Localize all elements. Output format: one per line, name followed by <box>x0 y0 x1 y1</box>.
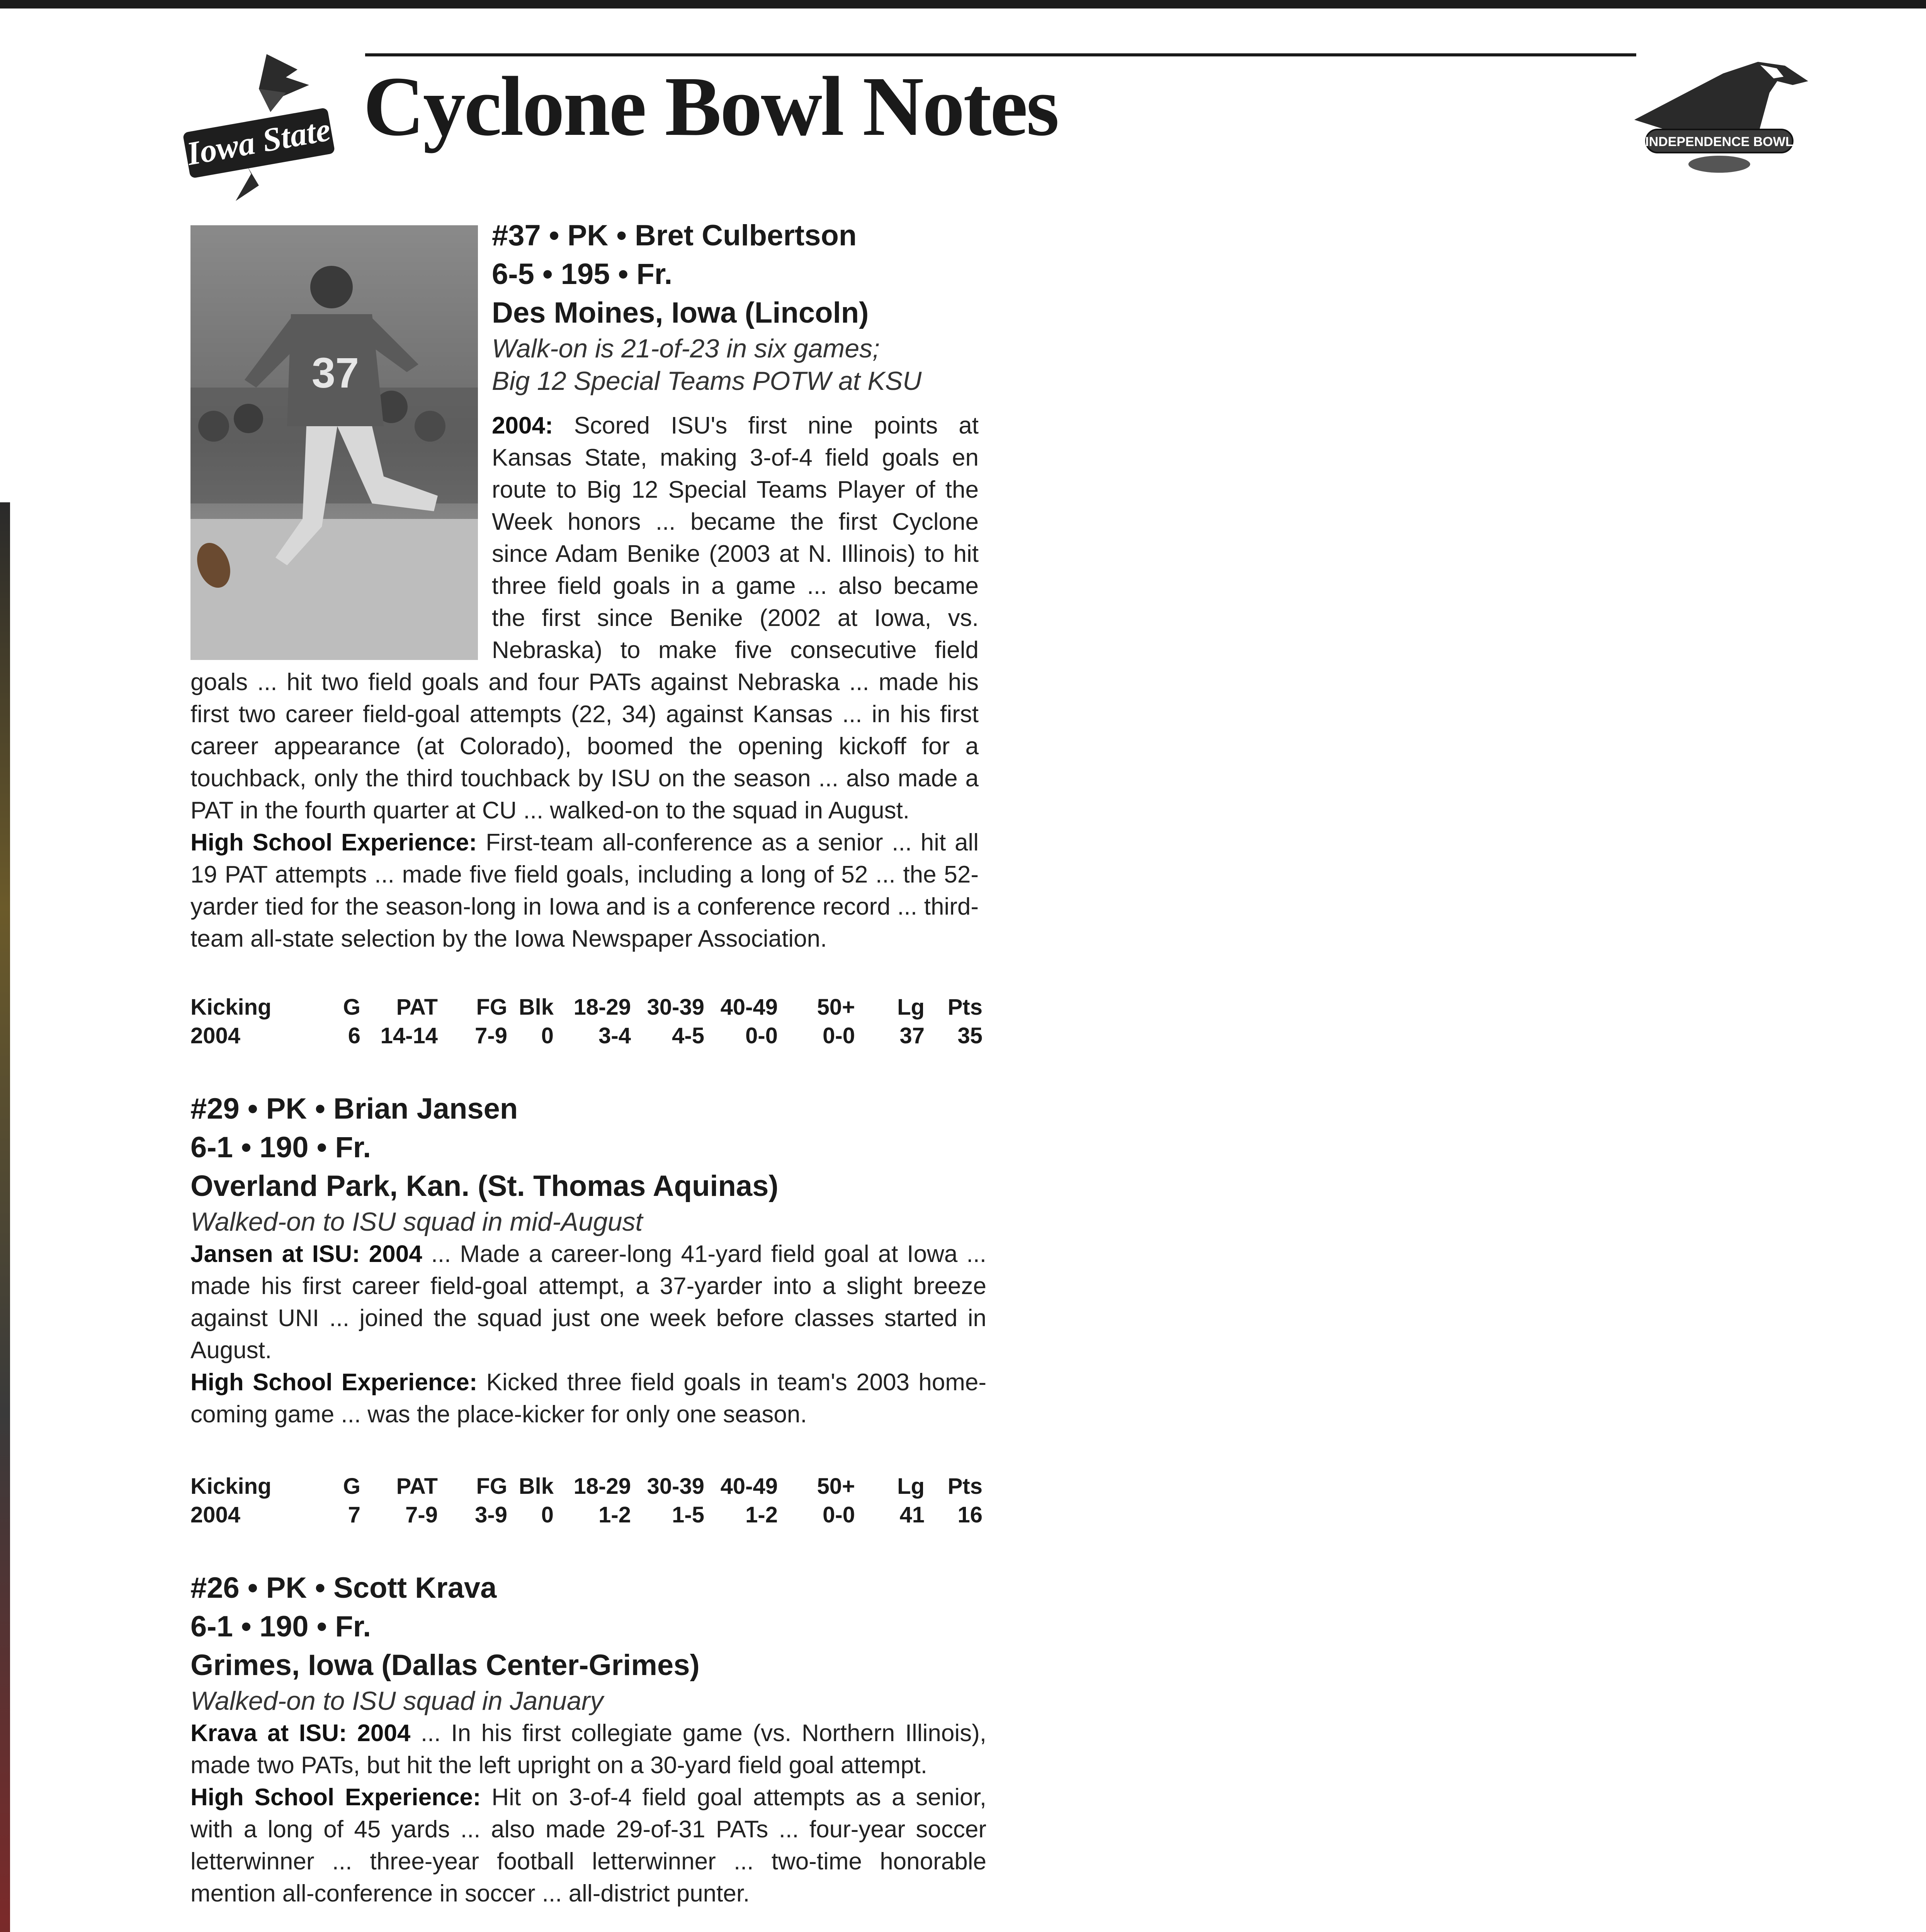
bio-text: ... Made a career-long 41-yard field goal at Iowa ... made his first career field-goal attempt, a 37-yarder into a slight breeze against UNI ... joined the squad just one week before classes started in August. <box>190 1241 986 1364</box>
high-school-text: First-team all-conference as a senior ... hit all 19 PAT attempts ... made five field goals, including a long of 52 ... the 52-yarder tied for the season-long in Iowa and is a conference record ... third-team all-state selection by the Iowa Newspaper Association. <box>190 829 979 952</box>
stats-cell: 6 <box>348 1023 360 1048</box>
stats-cell: 7-9 <box>405 1502 438 1527</box>
independence-bowl-logo <box>1630 58 1812 174</box>
player-jansen <box>190 1090 986 1430</box>
stats-col-kicking: Kicking <box>190 1474 272 1499</box>
player-note: Walked-on to ISU squad in mid-August <box>190 1207 643 1236</box>
bio-label: 2004: <box>492 412 553 439</box>
bio-text: ... In his first collegiate game (vs. Northern Illinois), made two PATs, but hit the left upright on a 30-yard field goal attempt. <box>190 1720 986 1779</box>
stats-cell: 1-5 <box>672 1502 704 1527</box>
stats-col-18-29: 18-29 <box>573 995 631 1020</box>
high-school-label: High School Experience: <box>190 829 477 856</box>
stats-col-30-39: 30-39 <box>647 995 704 1020</box>
stats-col-40-49: 40-49 <box>720 995 778 1020</box>
stats-cell: 7 <box>348 1502 360 1527</box>
bio-label: Jansen at ISU: 2004 <box>190 1241 422 1267</box>
stats-col-pts: Pts <box>947 995 983 1020</box>
player-culbertson-bio <box>190 410 979 955</box>
page-title: Cyclone Bowl Notes <box>363 59 1058 153</box>
player-height-weight-class: 6-1 • 190 • Fr. <box>190 1610 371 1643</box>
stats-col-lg: Lg <box>897 1474 925 1499</box>
player-krava <box>190 1569 986 1910</box>
stats-cell: 37 <box>899 1023 925 1048</box>
stats-col-fg: FG <box>476 1474 507 1499</box>
stats-col-blk: Blk <box>518 1474 554 1499</box>
player-culbertson-header <box>492 216 986 397</box>
stats-cell: 0-0 <box>823 1502 855 1527</box>
high-school-paragraph <box>190 1366 986 1430</box>
player-note: Walked-on to ISU squad in January <box>190 1686 603 1716</box>
stats-data-row <box>190 1501 983 1529</box>
stats-cell: 1-2 <box>745 1502 778 1527</box>
page-edge-strip <box>0 502 10 1932</box>
high-school-label: High School Experience: <box>190 1784 481 1811</box>
stats-col-40-49: 40-49 <box>720 1474 778 1499</box>
stats-cell: 0-0 <box>745 1023 778 1048</box>
stats-cell: 14-14 <box>380 1023 438 1048</box>
svg-text:Iowa State: Iowa State <box>184 111 333 172</box>
stats-col-50plus: 50+ <box>817 995 855 1020</box>
player-note: Big 12 Special Teams POTW at KSU <box>492 366 922 396</box>
stats-col-30-39: 30-39 <box>647 1474 704 1499</box>
stats-col-fg: FG <box>476 995 507 1020</box>
stats-cell: 4-5 <box>672 1023 704 1048</box>
player-number-position-name: #37 • PK • Bret Culbertson <box>492 219 857 252</box>
stats-col-g: G <box>343 1474 360 1499</box>
stats-cell: 35 <box>957 1023 983 1048</box>
bio-paragraph <box>190 1717 986 1781</box>
stats-col-pts: Pts <box>947 1474 983 1499</box>
stats-cell: 1-2 <box>598 1502 631 1527</box>
high-school-text: Hit on 3-of-4 field goal attempts as a senior, with a long of 45 yards ... also made 29-of-31 PATs ... four-year soccer letterwinner ... three-year football letterwinner ... two-time honorable mention all-conference in soccer ... all-district punter. <box>190 1784 986 1907</box>
stats-cell: 7-9 <box>475 1023 507 1048</box>
player-number-position-name: #26 • PK • Scott Krava <box>190 1571 497 1604</box>
stats-cell: 3-9 <box>475 1502 507 1527</box>
stats-cell: 0 <box>541 1502 554 1527</box>
player-number-position-name: #29 • PK • Brian Jansen <box>190 1092 518 1125</box>
player-hometown: Des Moines, Iowa (Lincoln) <box>492 296 869 329</box>
stats-col-pat: PAT <box>396 995 438 1020</box>
player-note: Walk-on is 21-of-23 in six games; <box>492 334 880 363</box>
stats-header-row <box>190 993 983 1022</box>
stats-header-row <box>190 1472 983 1501</box>
player-hometown: Grimes, Iowa (Dallas Center-Grimes) <box>190 1649 700 1682</box>
player-hometown: Overland Park, Kan. (St. Thomas Aquinas) <box>190 1170 779 1202</box>
stats-col-g: G <box>343 995 360 1020</box>
kicking-stats-table <box>190 993 983 1050</box>
bio-label: Krava at ISU: 2004 <box>190 1720 411 1747</box>
stats-cell: 16 <box>957 1502 983 1527</box>
high-school-paragraph <box>190 827 979 955</box>
stats-cell: 41 <box>899 1502 925 1527</box>
player-height-weight-class: 6-1 • 190 • Fr. <box>190 1131 371 1164</box>
high-school-paragraph <box>190 1781 986 1910</box>
stats-col-pat: PAT <box>396 1474 438 1499</box>
top-border <box>0 0 1926 9</box>
stats-col-50plus: 50+ <box>817 1474 855 1499</box>
stats-cell: 2004 <box>190 1023 241 1048</box>
stats-col-lg: Lg <box>897 995 925 1020</box>
stats-col-18-29: 18-29 <box>573 1474 631 1499</box>
stats-cell: 0-0 <box>823 1023 855 1048</box>
high-school-text: Kicked three field goals in team's 2003 home-coming game ... was the place-kicker for only one season. <box>190 1369 986 1428</box>
bio-paragraph <box>190 1238 986 1366</box>
bio-text: Scored ISU's first nine points at Kansas State, making 3-of-4 field goals en route to Big 12 Special Teams Player of the Week honors ... became the first Cyclone since Adam Benike (2003 at N. Illinois) to hit three field goals in a game ... also became the first since Benike (2002 at Iowa, vs. Nebraska) to make five consecutive field goals ... hit two field goals and four PATs against Nebraska ... made his first two career field-goal attempts (22, 34) against Kansas ... in his first career appearance (at Colorado), boomed the opening kickoff for a touchback, only the third touchback by ISU on the season ... also made a PAT in the fourth quarter at CU ... walked-on to the squad in August. <box>190 412 979 824</box>
stats-data-row <box>190 1022 983 1050</box>
svg-text:37: 37 <box>311 349 359 397</box>
stats-cell: 3-4 <box>598 1023 631 1048</box>
stats-col-kicking: Kicking <box>190 995 272 1020</box>
stats-col-blk: Blk <box>518 995 554 1020</box>
high-school-label: High School Experience: <box>190 1369 478 1396</box>
photo-spacer <box>190 410 492 661</box>
svg-text:INDEPENDENCE BOWL: INDEPENDENCE BOWL <box>1645 134 1793 149</box>
iowa-state-logo <box>170 46 352 201</box>
player-height-weight-class: 6-5 • 195 • Fr. <box>492 258 673 291</box>
kicking-stats-table <box>190 1472 983 1529</box>
stats-cell: 0 <box>541 1023 554 1048</box>
stats-cell: 2004 <box>190 1502 241 1527</box>
